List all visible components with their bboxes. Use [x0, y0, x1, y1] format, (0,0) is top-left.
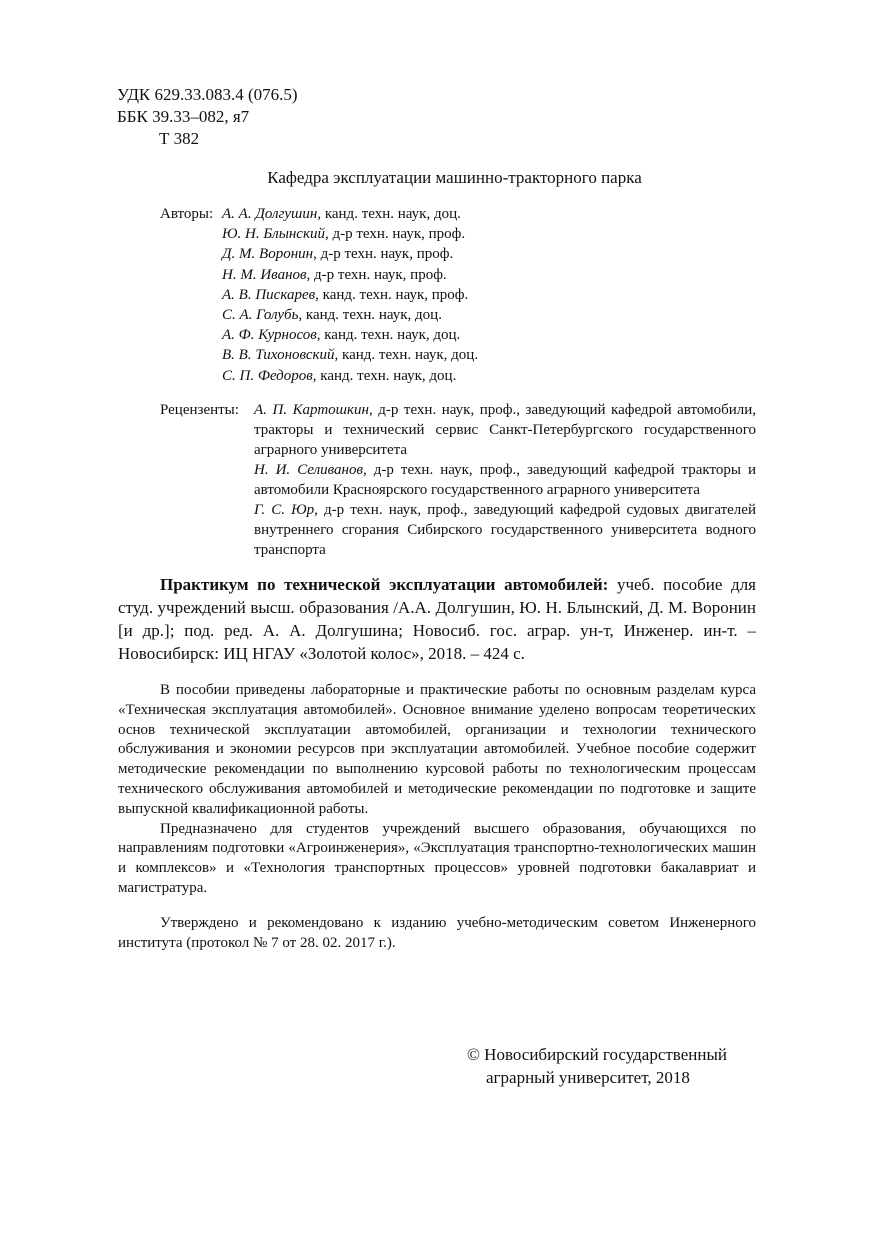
author-row [160, 366, 478, 386]
reviewer-details: , д-р техн. наук, проф., заведующий кафедрой тракторы и автомобили Красноярского государственного аграрного университета [254, 462, 756, 498]
author-degree: , канд. техн. наук, доц. [312, 367, 457, 384]
reviewers-block [160, 400, 756, 560]
author-degree: , канд. техн. наук, доц. [316, 327, 461, 344]
author-row [160, 204, 478, 224]
author-degree: , канд. техн. наук, доц. [317, 206, 461, 222]
author-name: Д. М. Воронин [222, 246, 314, 263]
reviewer-details: , д-р техн. наук, проф., заведующий кафедрой судовых двигателей внутреннего сгорания Сибирского государственного университета водного транспорта [254, 502, 756, 558]
annotation [118, 681, 756, 899]
author-row [160, 224, 478, 244]
author-name: С. А. Голубь [222, 306, 299, 323]
author-row [160, 305, 478, 325]
author-degree: , д-р техн. наук, проф. [313, 246, 454, 263]
author-row [160, 285, 478, 305]
approval-note: Утверждено и рекомендовано к изданию учебно-методическим советом Инженерного института (протокол № 7 от 28. 02. 2017 г.). [118, 915, 756, 951]
copyright-line: © Новосибирский государственный [467, 1045, 727, 1064]
author-name: А. Ф. Курносов [222, 327, 317, 344]
author-name: А. В. Пискарев [222, 286, 316, 303]
author-name: Ю. Н. Блынский [222, 226, 325, 243]
author-degree: , канд. техн. наук, проф. [315, 286, 469, 303]
bibliographic-record [118, 573, 756, 665]
authors-block [160, 204, 478, 386]
department-name: Кафедра эксплуатации машинно-тракторного парка [267, 168, 642, 187]
author-degree: , д-р техн. наук, проф. [306, 266, 447, 283]
authors-label: Авторы: [160, 206, 214, 222]
reviewer-entry [254, 460, 756, 500]
author-name: С. П. Федоров [222, 367, 313, 384]
reviewer-name: Н. И. Селиванов [254, 462, 363, 478]
reviewer-details: , д-р техн. наук, проф., заведующий кафедрой автомобили, тракторы и технический сервис Санкт-Петербургского государственного аграрного университета [254, 402, 756, 458]
bbk-code: ББК 39.33–082, я7 [117, 107, 250, 126]
udk-code: УДК 629.33.083.4 (076.5) [117, 85, 298, 104]
author-row [160, 345, 478, 365]
bibliographic-details: учеб. пособие для студ. учреждений высш. образования /А.А. Долгушин, Ю. Н. Блынский, Д. М. Воронин [и др.]; под. ред. А. А. Долгушина; Новосиб. гос. аграр. ун-т, Инженер. ин-т. – Новосибирск: ИЦ НГАУ «Золотой колос», 2018. – 424 с. [118, 575, 756, 663]
reviewer-entry [254, 400, 756, 460]
author-name: А. А. Долгушин [222, 206, 318, 222]
reviewer-name: Г. С. Юр [254, 502, 315, 518]
author-row [160, 265, 478, 285]
author-degree: , д-р техн. наук, проф. [324, 226, 466, 243]
author-degree: , канд. техн. наук, доц. [298, 306, 442, 323]
author-name: Н. М. Иванов [222, 266, 307, 283]
copyright-block [467, 1043, 727, 1089]
annotation-paragraph: Предназначено для студентов учреждений высшего образования, обучающихся по направлениям подготовки «Агроинженерия», «Эксплуатация транспортно-технологических машин и комплексов» и «Технология транспортных процессов» уровней подготовки бакалавриат и магистратура. [118, 820, 756, 896]
copyright-line: аграрный университет, 2018 [486, 1068, 690, 1087]
book-title: Практикум по технической эксплуатации автомобилей: [160, 575, 609, 594]
author-degree: , канд. техн. наук, доц. [334, 347, 479, 364]
author-row [160, 244, 478, 264]
annotation-paragraph: В пособии приведены лабораторные и практические работы по основным разделам курса «Техническая эксплуатация автомобилей». Основное внимание уделено вопросам теоретических основ технической эксплуатации автомобилей, организации и технологии технического обслуживания и экономии ресурсов при эксплуатации автомобилей. Учебное пособие содержит методические рекомендации по выполнению курсовой работы по технологическим процессам технического обслуживания автомобилей и методические рекомендации по подготовке и защите выпускной квалификационной работы. [118, 682, 756, 817]
reviewers-label: Рецензенты: [160, 402, 239, 418]
classification-block [117, 84, 298, 150]
reviewer-name: А. П. Картошкин [254, 402, 369, 418]
author-name: В. В. Тихоновский [222, 347, 335, 364]
author-row [160, 325, 478, 345]
reviewer-entry [254, 500, 756, 560]
author-mark: Т 382 [159, 129, 200, 148]
